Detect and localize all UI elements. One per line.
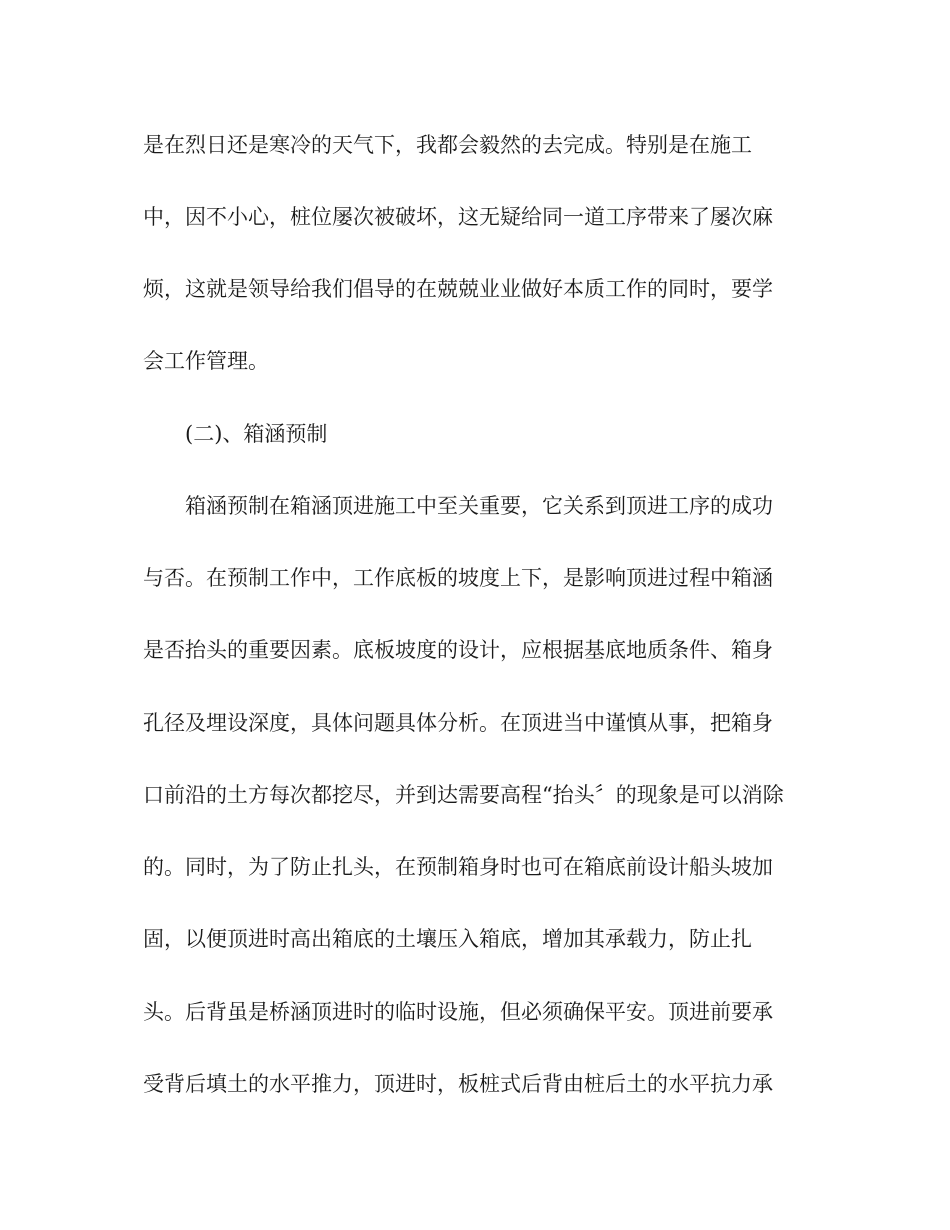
section-heading: (二)、箱涵预制 (185, 422, 328, 446)
text-line: 受背后填土的水平推力，顶进时，板桩式后背由桩后土的水平抗力承 (143, 1072, 773, 1096)
text-line: 烦，这就是领导给我们倡导的在兢兢业业做好本质工作的同时，要学 (143, 277, 773, 301)
text-line: 中，因不小心，桩位屡次被破坏，这无疑给同一道工序带来了屡次麻 (143, 205, 773, 229)
text-line: 是在烈日还是寒冷的天气下，我都会毅然的去完成。特别是在施工 (143, 133, 752, 157)
paragraph-first-line: 箱涵预制在箱涵顶进施工中至关重要，它关系到顶进工序的成功 (185, 494, 773, 518)
text-line: 口前沿的土方每次都挖尽，并到达需要高程“抬头〞的现象是可以消除 (143, 783, 784, 807)
text-line: 会工作管理。 (143, 349, 269, 373)
text-line: 固，以便顶进时高出箱底的土壤压入箱底，增加其承载力，防止扎 (143, 927, 752, 951)
text-line: 是否抬头的重要因素。底板坡度的设计，应根据基底地质条件、箱身 (143, 638, 773, 662)
text-line: 孔径及埋设深度，具体问题具体分析。在顶进当中谨慎从事，把箱身 (143, 711, 773, 735)
text-line: 头。后背虽是桥涵顶进时的临时设施，但必须确保平安。顶进前要承 (143, 1000, 773, 1024)
text-line: 与否。在预制工作中，工作底板的坡度上下，是影响顶进过程中箱涵 (143, 566, 773, 590)
text-line: 的。同时，为了防止扎头，在预制箱身时也可在箱底前设计船头坡加 (143, 855, 773, 879)
